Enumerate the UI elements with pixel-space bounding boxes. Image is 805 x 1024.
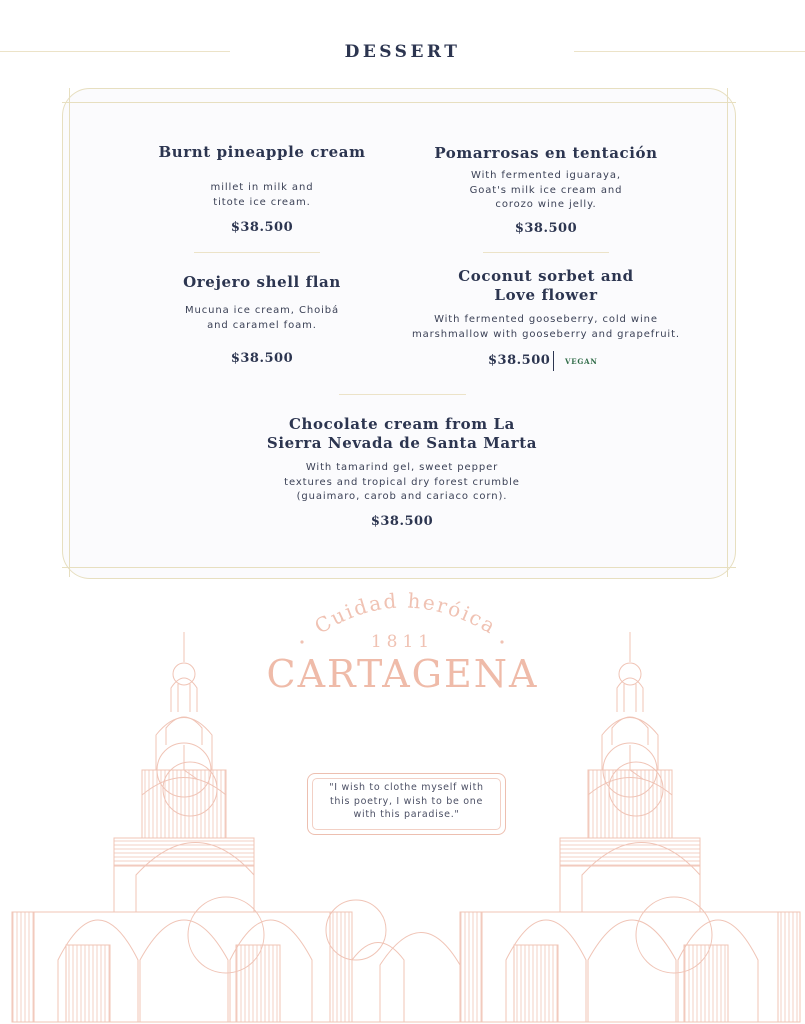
- arcade: [12, 897, 800, 1022]
- item-description: With fermented gooseberry, cold wine marshmallow with gooseberry and grapefruit.: [411, 314, 681, 340]
- frame-line: [62, 567, 736, 568]
- quote-text: "I wish to clothe myself with this poetry, I wish to be one with this paradise.": [329, 782, 484, 820]
- frame-line: [62, 102, 736, 103]
- item-description: millet in milk and titote ice cream.: [210, 182, 314, 208]
- item-name: Chocolate cream from La Sierra Nevada de Santa Marta: [266, 415, 538, 452]
- menu-item: [140, 273, 384, 366]
- item-price: $38.500: [230, 351, 294, 366]
- item-price: $38.500: [230, 220, 294, 235]
- brand-tagline: Cuidad heróica: [310, 588, 502, 639]
- item-name: Pomarrosas en tentación: [434, 144, 658, 162]
- frame-line: [727, 88, 728, 577]
- item-description: With tamarind gel, sweet pepper textures and tropical dry forest crumble (guaimaro, carob and cariaco corn).: [284, 462, 520, 502]
- item-name: Coconut sorbet and Love flower: [458, 267, 634, 304]
- menu-item: [410, 144, 682, 236]
- brand-name: CARTAGENA: [266, 652, 539, 696]
- item-price: $38.500: [370, 513, 434, 529]
- section-title: DESSERT: [344, 42, 461, 62]
- menu-item: [262, 415, 542, 529]
- item-description: With fermented iguaraya, Goat's milk ice cream and corozo wine jelly.: [469, 170, 623, 210]
- item-name: Burnt pineapple cream: [158, 143, 366, 161]
- frame-line: [69, 88, 70, 577]
- item-price: $38.500: [488, 353, 551, 368]
- item-name: Orejero shell flan: [183, 273, 341, 291]
- badge-separator: [553, 351, 554, 371]
- menu-item: [396, 267, 696, 342]
- brand-year: 1811: [370, 632, 435, 652]
- item-divider: [194, 252, 320, 253]
- item-description: Mucuna ice cream, Choibá and caramel foam.: [184, 305, 340, 331]
- vegan-badge: VEGAN: [565, 357, 598, 366]
- item-divider: [339, 394, 466, 395]
- menu-item: [140, 143, 384, 235]
- item-divider: [483, 252, 609, 253]
- item-price: $38.500: [514, 220, 578, 236]
